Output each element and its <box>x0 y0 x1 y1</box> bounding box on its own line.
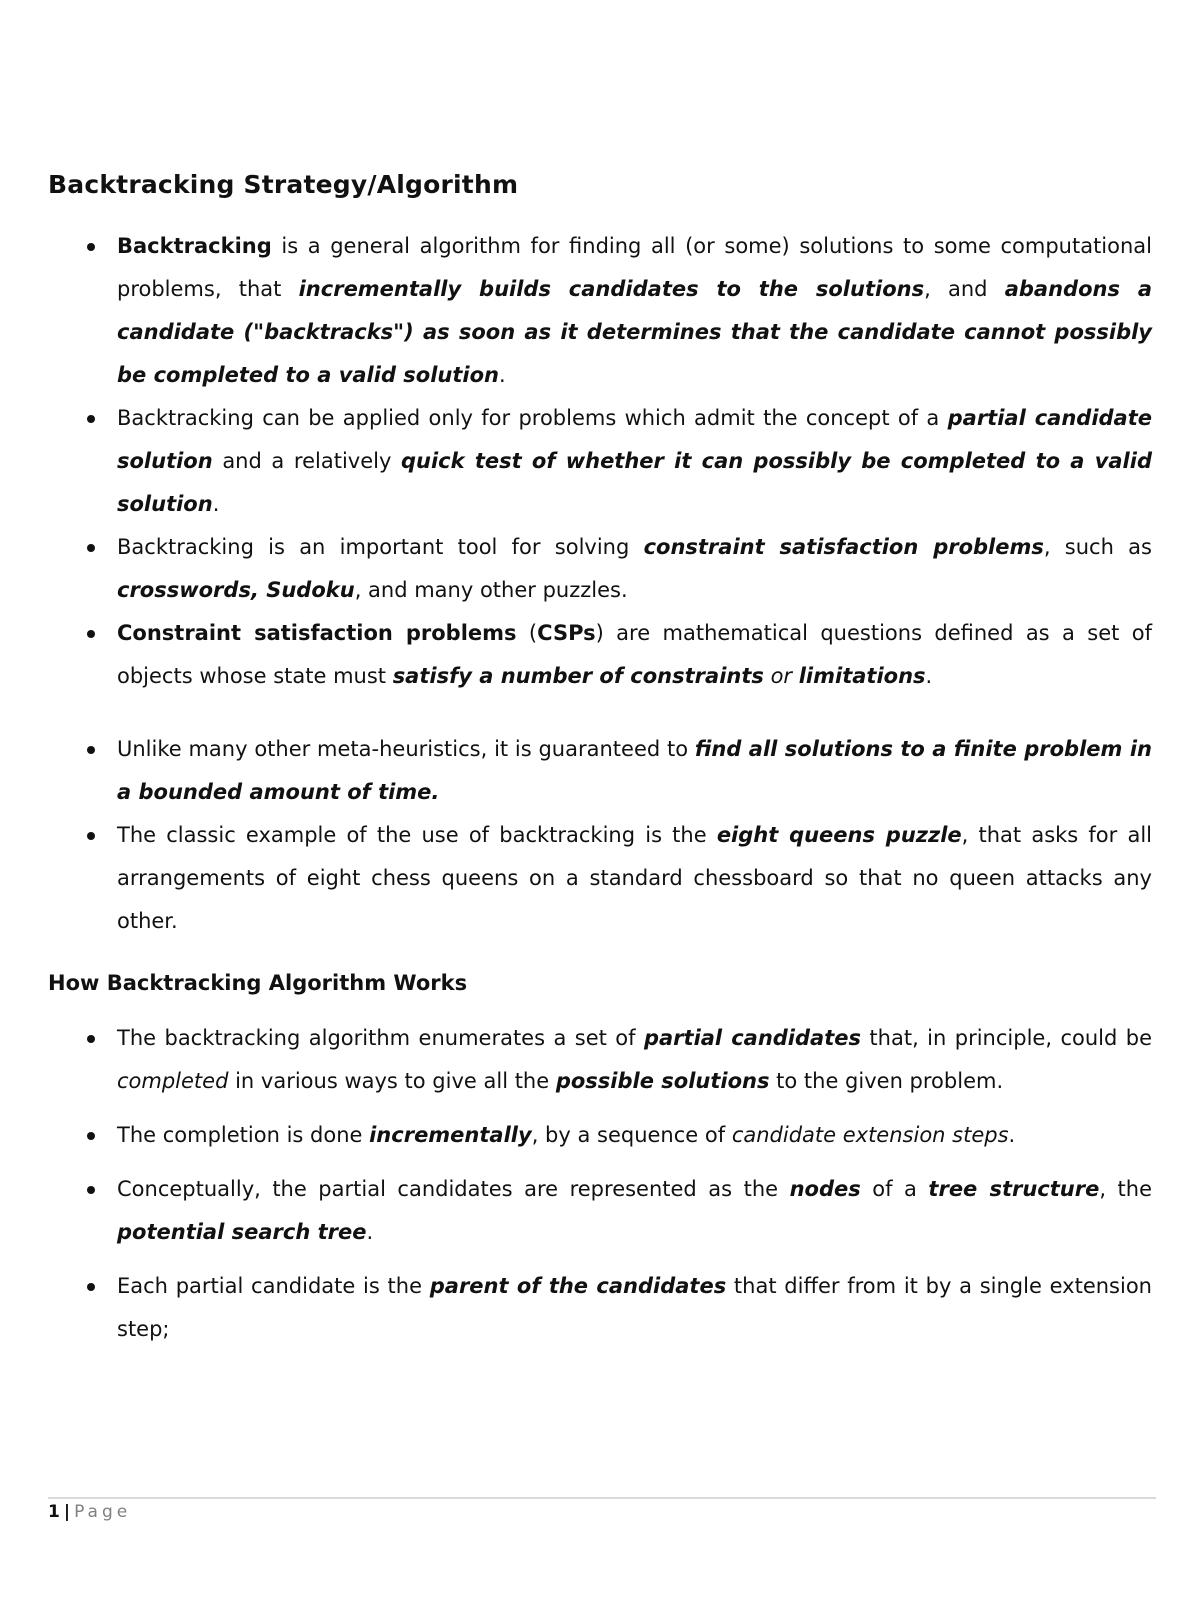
footer-divider <box>48 1497 1156 1499</box>
list-item <box>0 225 1200 397</box>
emphasis-text: nodes <box>789 1177 861 1201</box>
text-run: Backtracking is an important tool for solving <box>117 535 644 559</box>
backtracking-bullet-list <box>0 225 1200 943</box>
list-item <box>0 814 1200 943</box>
text-run: The backtracking algorithm enumerates a set of <box>117 1026 644 1050</box>
emphasis-text: find all solutions to a finite problem in a bounded amount of time. <box>117 737 1152 804</box>
emphasis-text: parent of the candidates <box>429 1274 727 1298</box>
emphasis-text: incrementally <box>369 1123 532 1147</box>
text-run: Conceptually, the partial candidates are represented as the <box>117 1177 790 1201</box>
italic-text: or <box>763 664 799 688</box>
emphasis-text: tree structure <box>928 1177 1100 1201</box>
emphasis-text: abandons a candidate ("backtracks") as soon as it determines that the candidate cannot possibly be completed to a valid solution <box>117 277 1152 387</box>
italic-text: candidate extension steps <box>731 1123 1009 1147</box>
text-run: , that asks for all arrangements of eight chess queens on a standard chessboard so that no queen attacks any other. <box>117 823 1152 933</box>
list-item <box>0 1168 1200 1254</box>
text-run: is a general algorithm for finding all (or some) solutions to some computational problems, that <box>117 234 1152 301</box>
text-run: The classic example of the use of backtracking is the <box>117 823 717 847</box>
text-run: . <box>925 664 933 688</box>
text-run: , and <box>924 277 1005 301</box>
emphasis-text: partial candidate solution <box>117 406 1152 473</box>
emphasis-text: partial candidates <box>643 1026 861 1050</box>
text-run: to the given problem. <box>769 1069 1004 1093</box>
emphasis-text: possible solutions <box>555 1069 770 1093</box>
text-run: Backtracking can be applied only for problems which admit the concept of a <box>117 406 948 430</box>
emphasis-text: limitations <box>798 664 926 688</box>
text-run: ( <box>516 621 538 645</box>
emphasis-text: eight queens puzzle <box>716 823 962 847</box>
how-it-works-bullet-list <box>0 1017 1200 1351</box>
bold-term: Backtracking <box>117 234 272 258</box>
page-footer <box>48 1502 131 1522</box>
bullet-icon <box>87 746 95 754</box>
page-number: 1 <box>48 1502 60 1522</box>
text-run: . <box>1008 1123 1016 1147</box>
text-run: of a <box>860 1177 929 1201</box>
page-label: Page <box>74 1502 132 1522</box>
text-run: and a relatively <box>212 449 401 473</box>
text-run: that, in principle, could be <box>861 1026 1152 1050</box>
bullet-icon <box>87 415 95 423</box>
emphasis-text: quick test of whether it can possibly be completed to a valid solution <box>117 449 1152 516</box>
bullet-icon <box>87 1132 95 1140</box>
text-run: , and many other puzzles. <box>354 578 628 602</box>
emphasis-text: satisfy a number of constraints <box>392 664 764 688</box>
italic-text: completed <box>117 1069 229 1093</box>
emphasis-text: constraint satisfaction problems <box>643 535 1044 559</box>
text-run: ) are mathematical questions defined as a set of objects whose state must <box>117 621 1152 688</box>
text-run: The completion is done <box>117 1123 370 1147</box>
text-run: . <box>499 363 506 387</box>
text-run: Each partial candidate is the <box>117 1274 430 1298</box>
emphasis-text: incrementally builds candidates to the solutions <box>298 277 925 301</box>
document-title: Backtracking Strategy/Algorithm <box>48 170 519 199</box>
list-item <box>0 1017 1200 1103</box>
bullet-icon <box>87 832 95 840</box>
bold-term: Constraint satisfaction problems <box>117 621 517 645</box>
text-run: Unlike many other meta-heuristics, it is guaranteed to <box>117 737 695 761</box>
bold-term: CSPs <box>537 621 596 645</box>
list-item <box>0 612 1200 698</box>
text-run: , the <box>1099 1177 1152 1201</box>
bullet-icon <box>87 1035 95 1043</box>
section-title: How Backtracking Algorithm Works <box>48 971 468 995</box>
list-item <box>0 1265 1200 1351</box>
text-run: in various ways to give all the <box>228 1069 556 1093</box>
page-separator: | <box>63 1502 71 1522</box>
emphasis-text: crosswords, Sudoku <box>117 578 355 602</box>
list-item <box>0 728 1200 814</box>
bullet-icon <box>87 544 95 552</box>
bullet-icon <box>87 243 95 251</box>
list-item <box>0 1114 1200 1157</box>
text-run: . <box>212 492 220 516</box>
text-run: , such as <box>1043 535 1152 559</box>
text-run: . <box>366 1220 374 1244</box>
bullet-icon <box>87 1283 95 1291</box>
text-run: that differ from it by a single extension step; <box>117 1274 1152 1341</box>
list-item <box>0 397 1200 526</box>
bullet-icon <box>87 1186 95 1194</box>
list-item <box>0 526 1200 612</box>
emphasis-text: potential search tree <box>117 1220 367 1244</box>
bullet-icon <box>87 630 95 638</box>
text-run: , by a sequence of <box>531 1123 732 1147</box>
